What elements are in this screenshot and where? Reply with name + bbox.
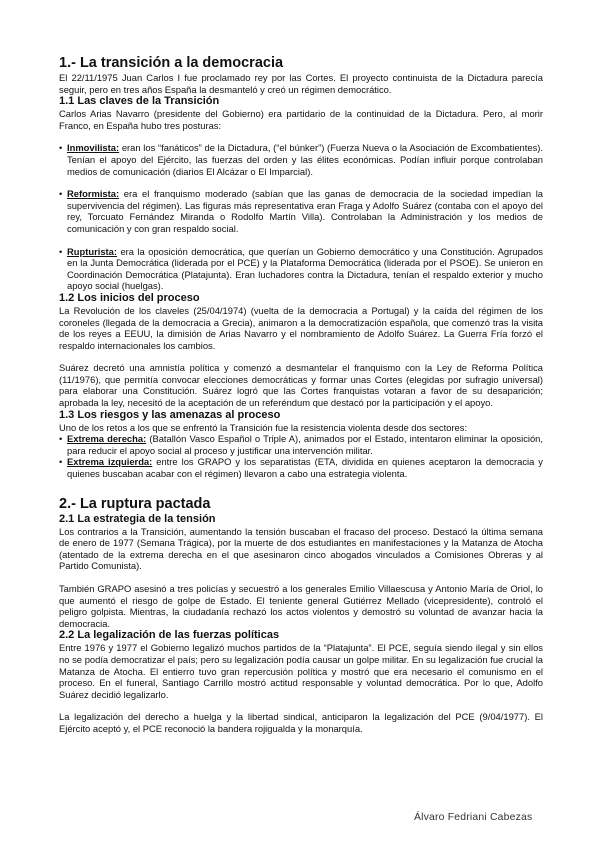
paragraph: Los contrarios a la Transición, aumentando la tensión buscaban el fracaso del proceso. Destacó la última semana de enero de 1977 (Semana Trágica), por la muerte de dos estudiantes en manifestaciones y la Matanza de Atocha (atentado de la extrema derecha en el que asesinaron cinco abogados vinculados a Comisiones Obreras y al Partido Comunista). xyxy=(59,525,543,572)
subsection-1-1-title: 1.1 Las claves de la Transición xyxy=(59,95,220,108)
subsection-1-3-title: 1.3 Los riesgos y las amenazas al proceso xyxy=(59,408,281,421)
subsection-2-1-title: 2.1 La estrategia de la tensión xyxy=(59,512,216,525)
item-text: era el franquismo moderado (sabían que las ganas de democracia de la sociedad impedían la supervivencia del régimen). Las figuras más representativa eran Fraga y Adolfo Suárez (contaba con el apoyo del rey, Torcuato Fernández Miranda o Rodolfo Martín Villa). Controlaban la Administración y los medios de comunicación y con gran respaldo social. xyxy=(67,188,543,234)
subsection-1-2-title: 1.2 Los inicios del proceso xyxy=(59,291,200,304)
subsection-1-1-intro: Carlos Arias Navarro (presidente del Gobierno) era partidario de la continuidad de la Dictadura. Pero, al morir Franco, en España hubo tres posturas: xyxy=(59,108,543,131)
threats-list xyxy=(59,433,543,479)
postures-list xyxy=(59,142,543,292)
term-extrema-derecha: Extrema derecha: xyxy=(67,433,147,445)
term-extrema-izquierda: Extrema izquierda: xyxy=(67,456,153,468)
list-item-extrema-izquierda xyxy=(59,456,543,479)
section-1-title: 1.- La transición a la democracia xyxy=(59,55,284,71)
paragraph: La Revolución de los claveles (25/04/1974) (vuelta de la democracia a Portugal) y la caída del régimen de los coroneles (llegada de la democracia a Grecia), animaron a la democratización española, que comenzó tras la visita de los reyes a EEUU, la dimisión de Arias Navarro y el nombramiento de Adolfo Suárez. La Guerra Fría forzó el respaldo internacionales los cambios. xyxy=(59,304,543,351)
item-text: eran los “fanáticos” de la Dictadura, (“el búnker”) (Fuerza Nueva o la Asociación de Excombatientes). Tenían el apoyo del Ejército, las fuerzas del orden y las élites económicas. Podían influir porque controlaban medios de comunicación (diarios El Alcázar o El Imparcial). xyxy=(67,142,543,177)
author-footer: Álvaro Fedriani Cabezas xyxy=(414,812,533,823)
section-2-title: 2.- La ruptura pactada xyxy=(59,495,211,512)
list-item-inmovilista xyxy=(59,142,543,177)
item-text: entre los GRAPO y los separatistas (ETA, dividida en quienes aceptaron la democracia y quienes buscaban acabar con el régimen) llevaron a cabo una estrategia violenta. xyxy=(67,456,543,480)
paragraph: Suárez decretó una amnistía política y comenzó a desmantelar el franquismo con la Ley de Reforma Política (11/1976), que permitía convocar elecciones democráticas y formar unas Cortes (elegidas por sufragio universal) para elaborar una Constitución. Suárez logró que las Cortes franquistas votaran a favor de su desaparición; aprobada la ley, necesitó de la aceptación de un referéndum que destacó por la participación y el apoyo. xyxy=(59,362,543,409)
paragraph: Entre 1976 y 1977 el Gobierno legalizó muchos partidos de la “Platajunta”. El PCE, seguía siendo ilegal y sin ellos no se podía democratizar el país; pero su legalización podía causar un golpe militar. En su legalización fue crucial la Matanza de Atocha. El entierro tuvo gran repercusión política y mostró que era necesario el comunismo en el proceso. En el funeral, Santiago Carrillo mostró actitud responsable y voluntad democrática. Por lo que, Adolfo Suárez decidió legalizarlo. xyxy=(59,642,543,700)
document-body xyxy=(59,55,543,735)
item-text: era la oposición democrática, que querían un Gobierno democrático y una Constitución. Agrupados en la Junta Democrática (liderada por el PCE) y la Plataforma Democrática (liderada por el PSOE). Se unieron en Coordinación Democrática (Platajunta). Eran luchadores contra la Dictadura, tenían el respaldo exterior y mucho apoyo social (huelgas). xyxy=(67,245,543,292)
term-inmovilista: Inmovilista: xyxy=(67,142,120,154)
list-item-extrema-derecha xyxy=(59,433,543,456)
term-rupturista: Rupturista: xyxy=(67,245,117,257)
section-1-intro: El 22/11/1975 Juan Carlos I fue proclamado rey por las Cortes. El proyecto continuista de la Dictadura parecía seguir, pero en tres años España la desmanteló y creó un régimen democrático. xyxy=(59,72,543,95)
item-text: (Batallón Vasco Español o Triple A), animados por el Estado, intentaron eliminar la oposición, para reducir el apoyo social al proceso y justificar una intervención militar. xyxy=(67,433,544,456)
paragraph: También GRAPO asesinó a tres policías y secuestró a los generales Emilio Villaescusa y Antonio María de Oriol, lo que aumentó el riesgo de golpe de Estado. El teniente general Gutiérrez Mellado (vicepresidente), controló el peligro golpista. Mientras, la ciudadanía rechazó los actos violentos y demostró su voluntad de avanzar hacia la democracia. xyxy=(59,583,543,629)
subsection-2-2-title: 2.2 La legalización de las fuerzas políticas xyxy=(59,629,280,642)
term-reformista: Reformista: xyxy=(67,188,120,200)
paragraph: La legalización del derecho a huelga y la libertad sindical, anticiparon la legalización del PCE (9/04/1977). El Ejército aceptó y, el PCE reconoció la bandera rojigualda y la monarquía. xyxy=(59,711,543,734)
list-item-rupturista xyxy=(59,246,543,292)
subsection-1-3-intro: Uno de los retos a los que se enfrentó la Transición fue la resistencia violenta desde dos sectores: xyxy=(59,421,468,433)
list-item-reformista xyxy=(59,188,543,234)
